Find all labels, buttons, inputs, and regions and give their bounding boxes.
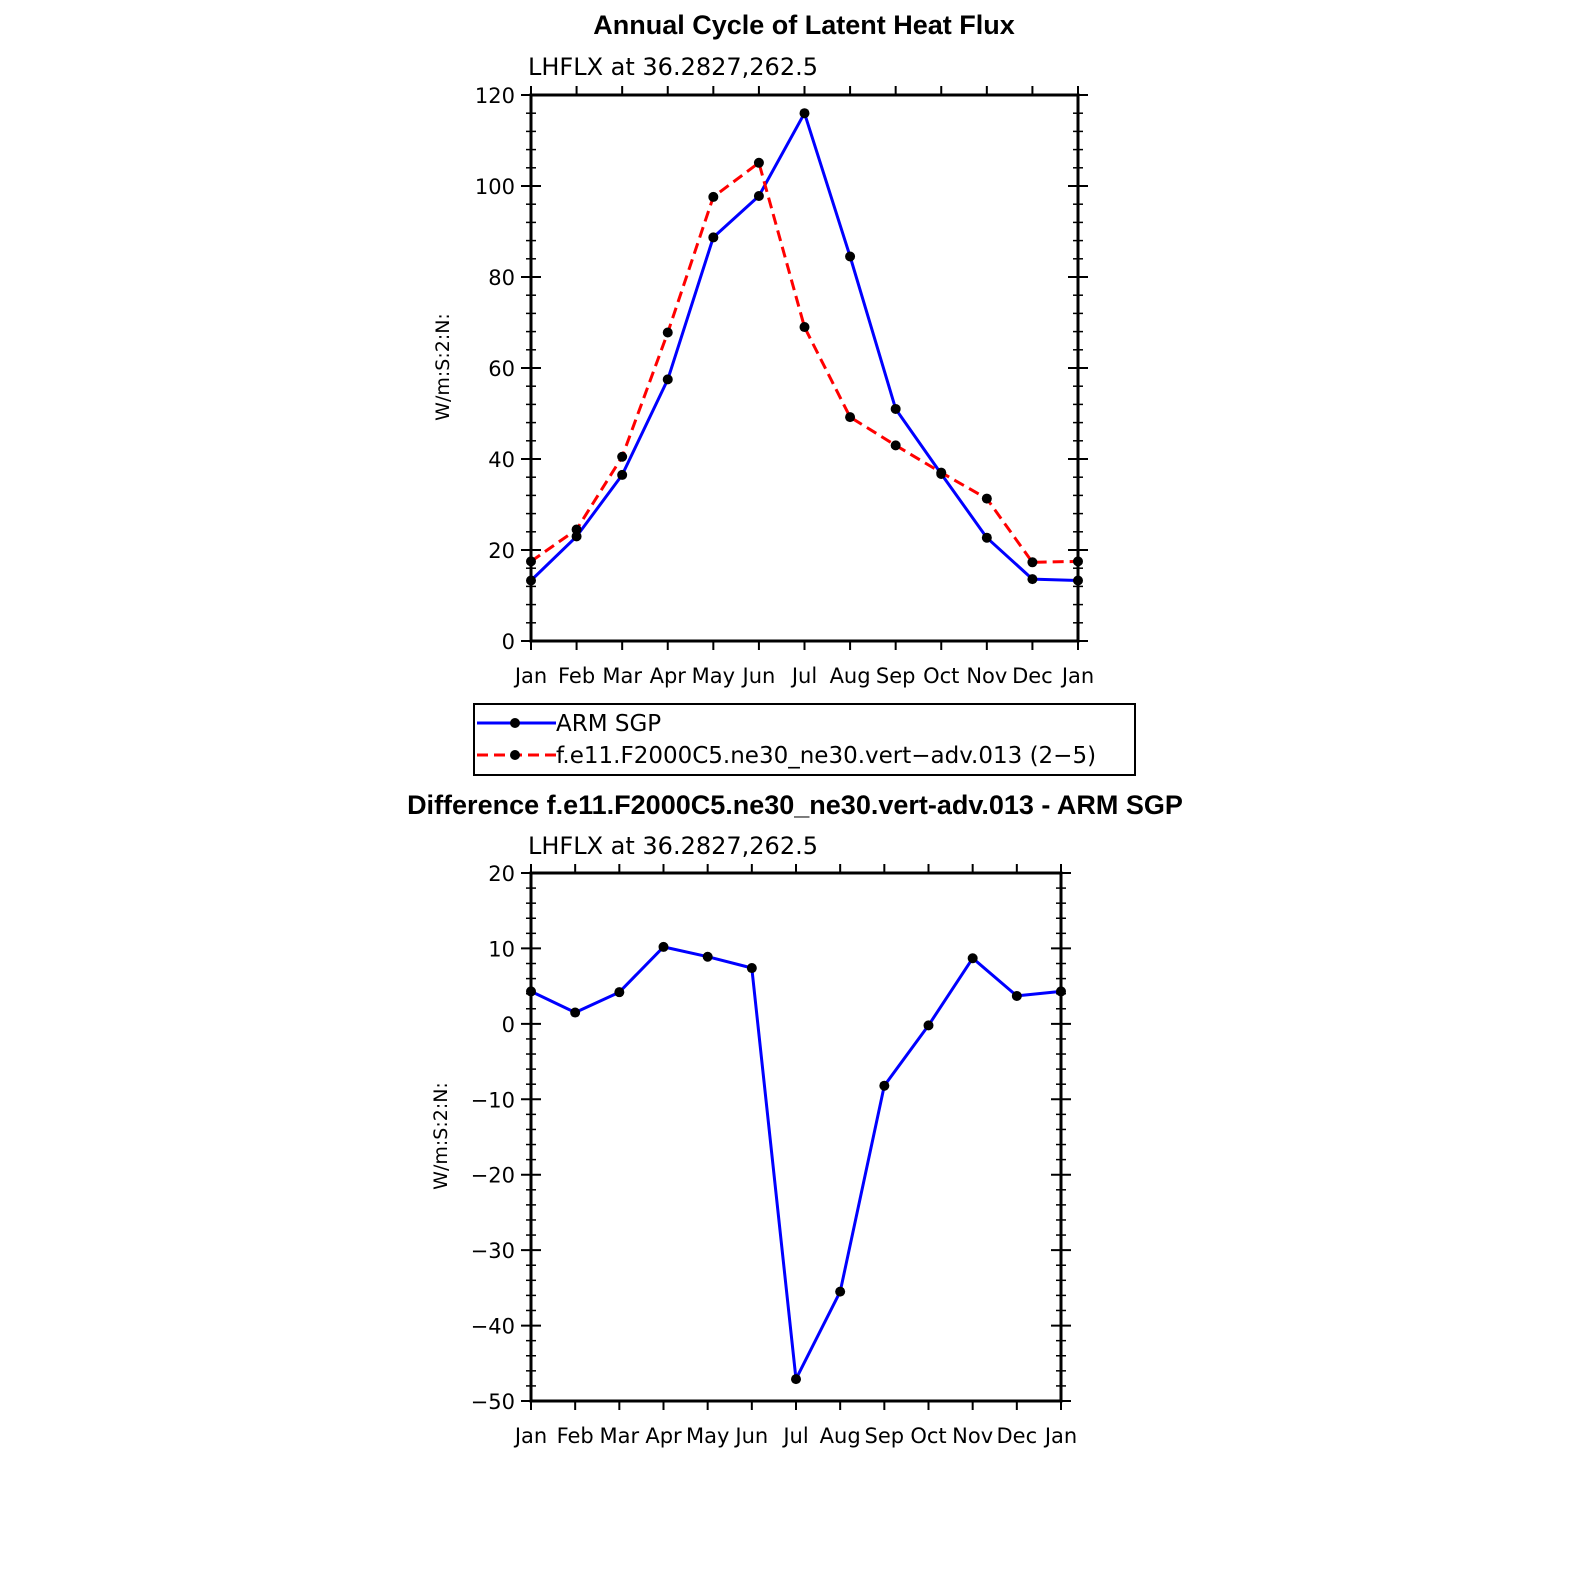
chart2-series-0-point	[703, 952, 713, 962]
chart1-y-tick-label: 80	[488, 266, 515, 290]
chart1-series-1-point	[982, 494, 992, 504]
chart1-series-1-point	[1073, 556, 1083, 566]
chart2-y-tick-label: 10	[488, 937, 515, 962]
chart1-series-0-point	[617, 470, 627, 480]
chart1-frame	[531, 95, 1078, 641]
chart2-y-tick-label: −30	[470, 1239, 515, 1264]
chart2-x-tick-label: Jun	[735, 1424, 769, 1448]
chart1-y-tick-label: 20	[488, 539, 515, 563]
legend	[474, 704, 1135, 775]
chart1-series-0-point	[708, 232, 718, 242]
chart2-series-0-point	[835, 1287, 845, 1297]
chart2-x-tick-label: May	[685, 1424, 730, 1448]
chart2-series-0-point	[526, 986, 536, 996]
chart2-x-tick-label: Nov	[952, 1424, 994, 1448]
chart2-x-tick-label: Dec	[996, 1424, 1038, 1448]
chart1-subtitle: LHFLX at 36.2827,262.5	[528, 53, 818, 81]
chart2-series-0-point	[791, 1374, 801, 1384]
chart1-series-1-point	[617, 452, 627, 462]
chart1-x-tick-label: Apr	[649, 664, 686, 688]
chart2-series-0-point	[968, 953, 978, 963]
chart2-y-tick-label: 20	[488, 862, 515, 886]
chart2-series-0-point	[570, 1008, 580, 1018]
chart2-x-tick-label: Jan	[514, 1424, 548, 1448]
chart2-series-0-point	[1056, 986, 1066, 996]
chart2-y-tick-label: −20	[470, 1163, 515, 1188]
chart1-series-0-point	[845, 252, 855, 262]
chart2-subtitle: LHFLX at 36.2827,262.5	[528, 832, 818, 860]
chart2-x-tick-label: Sep	[864, 1424, 905, 1448]
chart1-series-0-point	[1027, 574, 1037, 584]
chart1-series-1-point	[572, 525, 582, 535]
chart2-series-line-0	[531, 947, 1061, 1379]
chart1-series-1-point	[754, 158, 764, 168]
chart1-series-line-1	[531, 163, 1078, 563]
chart1-series-1-point	[800, 322, 810, 332]
chart1-series-1-point	[936, 468, 946, 478]
legend-marker-arm-sgp	[510, 718, 520, 728]
chart1-x-tick-label: Dec	[1012, 664, 1053, 688]
chart1-y-tick-label: 120	[474, 84, 515, 108]
chart2-y-axis-label: W/m:S:2:N:	[430, 1082, 452, 1190]
chart2-y-tick-label: −40	[470, 1314, 515, 1339]
chart1-series-1-point	[891, 440, 901, 450]
legend-marker-model	[510, 750, 520, 760]
chart1-x-tick-label: Aug	[829, 664, 871, 688]
chart1-series-0-point	[982, 533, 992, 543]
chart1-series-1-point	[845, 412, 855, 422]
chart1-x-tick-label: Nov	[966, 664, 1008, 688]
chart2-series-0-point	[879, 1081, 889, 1091]
legend-label-arm-sgp: ARM SGP	[556, 711, 662, 737]
chart2-frame	[531, 873, 1061, 1401]
chart1-series-0-point	[800, 108, 810, 118]
chart2-series-0-point	[747, 963, 757, 973]
chart1-x-tick-label: Oct	[923, 664, 960, 688]
chart1-series-1-point	[1027, 557, 1037, 567]
chart1-x-tick-label: Mar	[602, 664, 642, 688]
chart2-x-tick-label: Jan	[1044, 1424, 1078, 1448]
chart1-title: Annual Cycle of Latent Heat Flux	[593, 10, 1015, 40]
chart1-y-tick-label: 100	[474, 175, 515, 199]
chart2-y-tick-label: −50	[470, 1390, 515, 1414]
chart1-y-tick-label: 0	[501, 630, 515, 654]
chart1-y-tick-label: 40	[488, 448, 515, 472]
chart2-x-tick-label: Apr	[645, 1424, 682, 1448]
chart1-series-0-point	[754, 191, 764, 201]
chart2-y-tick-label: −10	[470, 1088, 515, 1113]
chart1-y-tick-label: 60	[488, 357, 515, 381]
chart2-x-tick-label: Feb	[556, 1424, 594, 1448]
chart1-series-0-point	[663, 374, 673, 384]
chart1-y-axis-label: W/m:S:2:N:	[432, 313, 454, 421]
chart2-series-0-point	[614, 987, 624, 997]
chart1-x-tick-label: Feb	[557, 664, 596, 688]
chart1-series-1-point	[663, 328, 673, 338]
legend-label-model: f.e11.F2000C5.ne30_ne30.vert−adv.013 (2−5)	[556, 743, 1097, 769]
chart2-y-tick-label: 0	[501, 1012, 515, 1037]
chart2-x-tick-label: Aug	[819, 1424, 861, 1448]
chart1-series-1-point	[526, 556, 536, 566]
chart1-series-1-point	[708, 192, 718, 202]
chart1-x-tick-label: Sep	[875, 664, 916, 688]
chart2-series-0-point	[1012, 991, 1022, 1001]
chart1-x-tick-label: Jan	[514, 664, 548, 688]
chart1-plot-area	[475, 84, 1094, 688]
chart2-series-0-point	[924, 1020, 934, 1030]
chart1-series-0-point	[526, 575, 536, 585]
chart2-x-tick-label: Mar	[599, 1424, 640, 1448]
chart1-x-tick-label: May	[691, 664, 736, 688]
chart2-title: Difference f.e11.F2000C5.ne30_ne30.vert-adv.013 - ARM SGP	[407, 790, 1183, 820]
chart2-x-tick-label: Oct	[910, 1424, 947, 1448]
chart2-plot-area	[471, 862, 1078, 1448]
chart1-x-tick-label: Jan	[1061, 664, 1095, 688]
chart1-series-0-point	[1073, 575, 1083, 585]
chart1-x-tick-label: Jul	[791, 664, 818, 688]
chart2-x-tick-label: Jul	[783, 1424, 809, 1448]
chart1-x-tick-label: Jun	[742, 664, 776, 688]
chart2-series-0-point	[659, 942, 669, 952]
chart1-series-0-point	[891, 404, 901, 414]
